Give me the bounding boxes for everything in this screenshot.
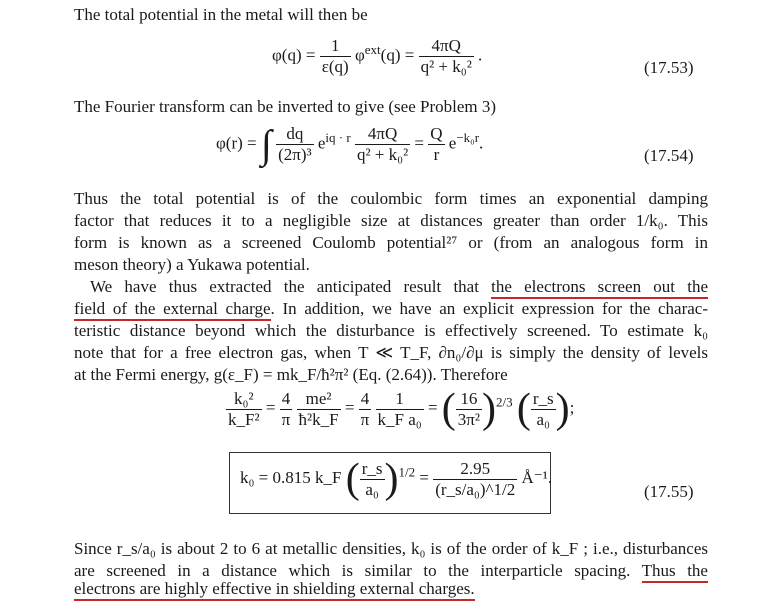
- para-3-line-2: are screened in a distance which is similar to the interparticle spacing. Thus the: [74, 560, 708, 582]
- intro-line-2: The Fourier transform can be inverted to give (see Problem 3): [74, 97, 497, 116]
- equation-number-17-53: (17.53): [644, 58, 694, 77]
- para-2-line-3: teristic distance beyond which the disturbance is effectively screened. To estimate k₀: [74, 321, 708, 340]
- highlighted-text: Thus the: [642, 561, 708, 583]
- para-1-line-3: form is known as a screened Coulomb potential²⁷ or (from an analogous form in: [74, 233, 708, 252]
- para-3-line-1: Since r_s/a₀ is about 2 to 6 at metallic densities, k₀ is of the order of k_F ; i.e., disturbances: [74, 539, 708, 558]
- equation-k0-ratio: $\frac{\text{k₀²}}{\text{k\_F²}}$ = $\frac{4}{\pi}$ $\frac{\text{me²}}{\text{ħ²k\_F}}$ = $\frac{4}{\pi}$ $\frac{1}{\text{k\_F a₀}}$ = ( $\frac{16}{\text{3π²}}$ )$^{2/3}$ ( $\frac{r\_s}{\text{a₀}}$ );: [228, 386, 575, 432]
- highlighted-text: electrons are highly effective in shielding external charges.: [74, 579, 475, 601]
- para-2-line-2: field of the external charge. In addition, we have an explicit expression for the charac-: [74, 298, 708, 320]
- para-2-line-5: at the Fermi energy, g(ε_F) = mk_F/ħ²π² (Eq. (2.64)). Therefore: [74, 365, 508, 384]
- para-2-line-4: note that for a free electron gas, when T ≪ T_F, ∂n₀/∂μ is simply the density of levels: [74, 343, 708, 362]
- intro-line-1: The total potential in the metal will then be: [74, 5, 368, 24]
- para-1-line-4: meson theory) a Yukawa potential.: [74, 255, 310, 274]
- para-3-line-3: [74, 578, 475, 600]
- equation-17-55: k₀ = 0.815 k_F ( $\frac{r\_s}{\text{a₀}}$ )$^{1/2}$ = $\frac{2.95}{\text{(r\_s/a₀)\textasciicircum{}1/2}}$ Å⁻¹.: [240, 456, 553, 502]
- para-2-line-1: We have thus extracted the anticipated result that the electrons screen out the: [90, 276, 708, 298]
- para-1-line-2: factor that reduces it to a negligible size at distances greater than order 1/k₀. This: [74, 211, 708, 230]
- equation-number-17-54: (17.54): [644, 146, 694, 165]
- highlighted-text: the electrons screen out the: [491, 277, 708, 299]
- equation-number-17-55: (17.55): [644, 482, 694, 501]
- para-1-line-1: Thus the total potential is of the coulombic form times an exponential damping: [74, 189, 708, 208]
- equation-17-54: φ(r) = ∫ $\frac{dq}{\text{(2π)³}}$ $e^{iq \cdot r}$ $\frac{4\pi Q}{\text{q² + k₀²}}$ = $\frac{Q}{r}$ $e^{-k_0r}$.: [216, 121, 484, 167]
- highlighted-text: field of the external charge: [74, 299, 271, 321]
- equation-17-53: φ(q) = $\frac{1}{\varepsilon(q)}$ $\varphi^{ext}(q)$ = $\frac{4\pi Q}{\text{q² + k₀²}}$ .: [272, 36, 483, 76]
